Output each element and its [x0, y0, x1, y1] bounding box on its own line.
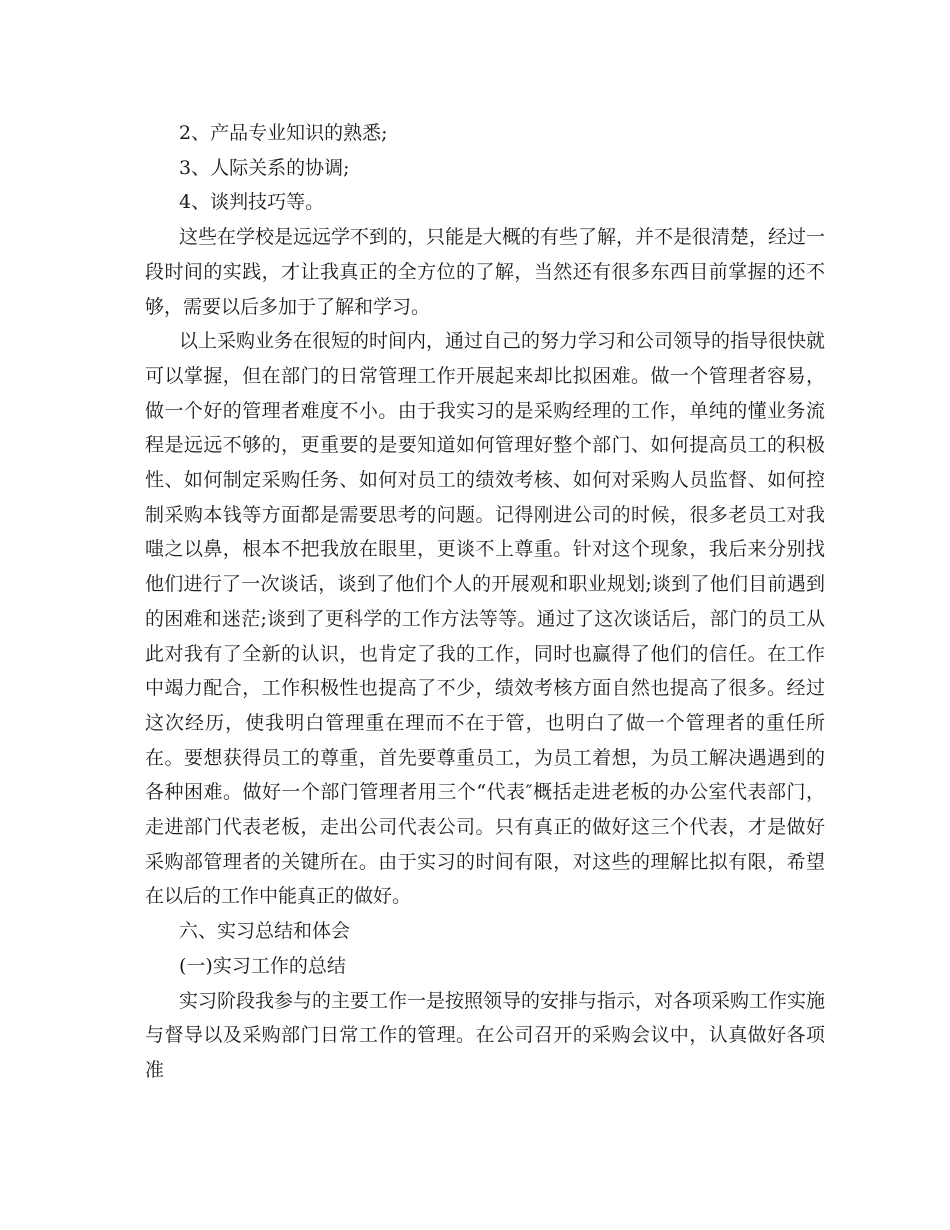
list-item: 4、谈判技巧等。 — [179, 191, 325, 214]
subsection-heading: (一)实习工作的总结 — [179, 954, 346, 977]
paragraph-learning: 这些在学校是远远学不到的，只能是大概的有些了解，并不是很清楚，经过一段时间的实践，才让我真正的全方位的了解，当然还有很多东西目前掌握的还不够，需要以后多加于了解和学习。 — [145, 226, 826, 318]
list-item: 3、人际关系的协调; — [179, 156, 350, 179]
paragraph-summary: 实习阶段我参与的主要工作一是按照领导的安排与指示，对各项采购工作实施与督导以及采购部门日常工作的管理。在公司召开的采购会议中，认真做好各项准 — [145, 989, 826, 1081]
document-body — [145, 116, 825, 1088]
paragraph-management: 以上采购业务在很短的时间内，通过自己的努力学习和公司领导的指导很快就可以掌握，但在部门的日常管理工作开展起来却比拟困难。做一个管理者容易，做一个好的管理者难度不小。由于我实习的是采购经理的工作，单纯的懂业务流程是远远不够的，更重要的是要知道如何管理好整个部门、如何提高员工的积极性、如何制定采购任务、如何对员工的绩效考核、如何对采购人员监督、如何控制采购本钱等方面都是需要思考的问题。记得刚进公司的时候，很多老员工对我嗤之以鼻，根本不把我放在眼里，更谈不上尊重。针对这个现象，我后来分别找他们进行了一次谈话，谈到了他们个人的开展观和职业规划;谈到了他们目前遇到的困难和迷茫;谈到了更科学的工作方法等等。通过了这次谈话后，部门的员工从此对我有了全新的认识，也肯定了我的工作，同时也赢得了他们的信任。在工作中竭力配合，工作积极性也提高了不少，绩效考核方面自然也提高了很多。经过这次经历，使我明白管理重在理而不在于管，也明白了做一个管理者的重任所在。要想获得员工的尊重，首先要尊重员工，为员工着想，为员工解决遇遇到的各种困难。做好一个部门管理者用三个“代表″概括走进老板的办公室代表部门，走进部门代表老板，走出公司代表公司。只有真正的做好这三个代表，才是做好采购部管理者的关键所在。由于实习的时间有限，对这些的理解比拟有限，希望在以后的工作中能真正的做好。 — [145, 330, 826, 908]
section-heading: 六、实习总结和体会 — [179, 920, 351, 943]
list-item: 2、产品专业知识的熟悉; — [179, 122, 388, 144]
